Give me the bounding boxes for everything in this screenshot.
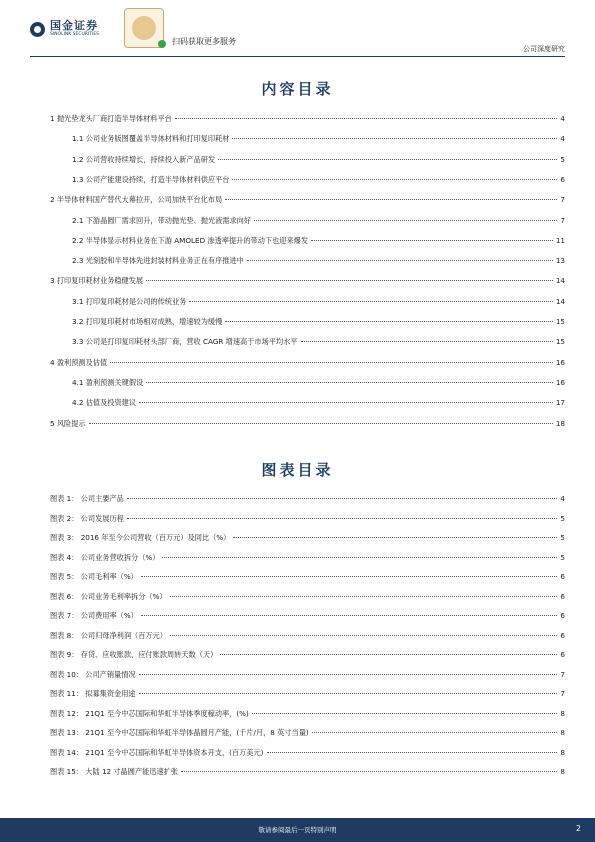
entry-title: 图表 5： 公司毛利率（%） <box>50 572 138 581</box>
brand-name-cn: 国金证券 <box>50 19 98 32</box>
dot-leader <box>139 693 558 694</box>
dot-leader <box>139 402 553 403</box>
dot-leader <box>170 635 557 636</box>
dot-leader <box>311 240 553 241</box>
entry-page-number: 13 <box>555 256 565 266</box>
dot-leader <box>89 423 553 424</box>
entry-page-number: 6 <box>560 650 565 659</box>
dot-leader <box>232 138 557 139</box>
dot-leader <box>170 596 558 597</box>
dot-leader <box>181 771 557 772</box>
toc-entry[interactable] <box>72 317 565 327</box>
entry-page-number: 4 <box>560 494 565 503</box>
dot-leader <box>233 537 557 538</box>
logo-icon <box>30 22 45 37</box>
entry-page-number: 11 <box>555 235 565 245</box>
entry-title: 图表 2： 公司发展历程 <box>50 513 124 523</box>
figure-entry[interactable] <box>50 514 565 524</box>
figure-entry[interactable] <box>50 494 565 504</box>
entry-page-number: 6 <box>560 630 565 640</box>
dot-leader <box>218 159 557 160</box>
figure-entry[interactable] <box>50 709 565 719</box>
entry-title: 4 盈利预测及估值 <box>50 357 108 367</box>
report-type-label: 公司深度研究 <box>523 45 565 53</box>
figure-entry[interactable] <box>50 533 565 543</box>
figures-title: 图表目录 <box>261 461 334 479</box>
figure-entry[interactable] <box>50 728 565 738</box>
dot-leader <box>141 615 558 616</box>
page-number: 2 <box>575 824 581 833</box>
figure-entry[interactable] <box>50 611 565 621</box>
entry-title: 1.3 公司产能建设持续，打造半导体材料供应平台 <box>72 174 230 184</box>
entry-title: 3.3 公司是打印复印耗材头部厂商，营收 CAGR 增速高于市场平均水平 <box>72 337 298 347</box>
entry-page-number: 5 <box>560 154 565 164</box>
entry-page-number: 7 <box>560 669 565 679</box>
entry-title: 图表 4： 公司业务营收拆分（%） <box>50 552 160 562</box>
entry-title: 图表 10： 公司产销量情况 <box>50 669 136 679</box>
entry-page-number: 18 <box>555 418 565 428</box>
wechat-icon <box>158 40 166 48</box>
dot-leader <box>254 220 557 221</box>
qr-code-icon[interactable] <box>124 8 164 48</box>
entry-title: 图表 13： 21Q1 至今中芯国际和华虹半导体晶圆月产能，(千片/月，8 英寸当量) <box>50 728 309 737</box>
dot-leader <box>247 260 553 261</box>
toc-entry[interactable] <box>72 216 565 226</box>
page-footer <box>0 818 595 842</box>
scan-prompt: 扫码获取更多服务 <box>172 37 236 46</box>
dot-leader <box>127 498 558 499</box>
toc-entry[interactable] <box>72 297 565 307</box>
entry-page-number: 14 <box>555 276 565 286</box>
entry-page-number: 15 <box>555 337 565 347</box>
entry-title: 5 风险提示 <box>50 418 86 428</box>
entry-page-number: 8 <box>560 728 565 737</box>
entry-page-number: 15 <box>555 317 565 326</box>
figure-entry[interactable] <box>50 670 565 680</box>
figure-entry[interactable] <box>50 748 565 758</box>
dot-leader <box>225 199 557 200</box>
dot-leader <box>225 321 553 322</box>
toc-entry[interactable] <box>72 256 565 266</box>
dot-leader <box>139 674 558 675</box>
entry-page-number: 4 <box>560 114 565 123</box>
figure-entry[interactable] <box>50 767 565 777</box>
entry-title: 4.2 估值及投资建议 <box>72 398 137 408</box>
entry-page-number: 6 <box>560 591 565 601</box>
dot-leader <box>162 557 557 558</box>
figure-entry[interactable] <box>50 553 565 563</box>
entry-page-number: 6 <box>560 572 565 581</box>
toc-entry[interactable] <box>50 114 565 124</box>
entry-title: 图表 15： 大陆 12 寸晶圆产能迅速扩张 <box>50 767 179 776</box>
dot-leader <box>312 732 558 733</box>
entry-title: 图表 3： 2016 年至今公司营收（百万元）及同比（%） <box>50 533 231 542</box>
entry-title: 2.3 光刻胶和半导体先进封装材料业务正在有序推进中 <box>72 256 244 266</box>
entry-title: 2.1 下游晶圆厂需求回升，带动抛光垫、抛光液需求向好 <box>72 215 252 225</box>
entry-title: 1 抛光垫龙头厂商打造半导体材料平台 <box>50 114 172 123</box>
entry-page-number: 5 <box>560 513 565 523</box>
entry-title: 图表 14： 21Q1 至今中芯国际和华虹半导体资本开支，(百万美元) <box>50 747 264 757</box>
dot-leader <box>220 654 557 655</box>
figure-entry[interactable] <box>50 572 565 582</box>
entry-page-number: 16 <box>555 377 565 387</box>
toc-entry[interactable] <box>50 358 565 368</box>
entry-title: 2 半导体材料国产替代大幕拉开，公司加快平台化布局 <box>50 195 223 205</box>
entry-title: 图表 12： 21Q1 至今中芯国际和华虹半导体季度稼动率，(%) <box>50 708 249 718</box>
entry-page-number: 17 <box>555 398 565 408</box>
entry-title: 图表 8： 公司归母净利润（百万元） <box>50 630 167 640</box>
figure-entry[interactable] <box>50 631 565 641</box>
page-header <box>0 0 595 58</box>
dot-leader <box>141 576 558 577</box>
toc-entry[interactable] <box>50 276 565 286</box>
figure-entry[interactable] <box>50 592 565 602</box>
entry-page-number: 8 <box>560 747 565 757</box>
disclaimer-notice: 敬请参阅最后一页特别声明 <box>258 826 337 834</box>
contents-title: 内容目录 <box>261 80 334 98</box>
entry-title: 图表 6： 公司业务毛利率拆分（%） <box>50 591 167 601</box>
entry-title: 4.1 盈利预测关键假设 <box>72 377 144 387</box>
dot-leader <box>175 118 558 119</box>
brand-logo <box>30 20 99 38</box>
dot-leader <box>301 341 553 342</box>
entry-title: 3.2 打印复印耗材市场相对成熟，增速较为缓慢 <box>72 317 223 326</box>
entry-page-number: 5 <box>560 552 565 562</box>
dot-leader <box>189 301 553 302</box>
entry-page-number: 8 <box>560 708 565 718</box>
toc-entry[interactable] <box>72 236 565 246</box>
toc-entry[interactable] <box>72 378 565 388</box>
entry-title: 2.2 半导体显示材料业务在下游 AMOLED 渗透率提升的带动下也迎来爆发 <box>72 235 309 245</box>
dot-leader <box>127 518 558 519</box>
entry-page-number: 7 <box>560 195 565 205</box>
entry-page-number: 6 <box>560 611 565 620</box>
entry-page-number: 5 <box>560 533 565 542</box>
entry-page-number: 16 <box>555 357 565 367</box>
toc-entry[interactable] <box>72 134 565 144</box>
entry-page-number: 8 <box>560 767 565 776</box>
toc-entry[interactable] <box>72 175 565 185</box>
entry-title: 3 打印复印耗材业务稳健发展 <box>50 276 144 286</box>
entry-title: 图表 11： 拟募集资金用途 <box>50 689 136 698</box>
toc-entry[interactable] <box>72 337 565 347</box>
entry-title: 图表 9： 存货、应收账款、应付账款周转天数（天） <box>50 650 218 659</box>
dot-leader <box>146 382 553 383</box>
brand-name-en: SINOLINK SECURITIES <box>50 32 100 37</box>
figure-entry[interactable] <box>50 650 565 660</box>
dot-leader <box>267 752 558 753</box>
entry-title: 图表 7： 公司费用率（%） <box>50 611 138 620</box>
entry-page-number: 7 <box>560 215 565 225</box>
toc-entry[interactable] <box>50 419 565 429</box>
dot-leader <box>110 362 553 363</box>
toc-entry[interactable] <box>50 195 565 205</box>
dot-leader <box>252 713 558 714</box>
entry-title: 图表 1： 公司主要产品 <box>50 494 124 503</box>
header-divider <box>30 56 565 57</box>
toc-entry[interactable] <box>72 155 565 165</box>
entry-title: 1.1 公司业务版图覆盖半导体材料和打印复印耗材 <box>72 134 230 144</box>
entry-title: 1.2 公司营收持续增长，持续投入新产品研发 <box>72 154 216 164</box>
dot-leader <box>232 179 557 180</box>
entry-title: 3.1 打印复印耗材是公司的传统业务 <box>72 296 187 306</box>
entry-page-number: 6 <box>560 174 565 184</box>
entry-page-number: 7 <box>560 689 565 698</box>
entry-page-number: 14 <box>555 296 565 306</box>
dot-leader <box>146 280 553 281</box>
toc-entry[interactable] <box>72 398 565 408</box>
entry-page-number: 4 <box>560 134 565 144</box>
figure-entry[interactable] <box>50 689 565 699</box>
